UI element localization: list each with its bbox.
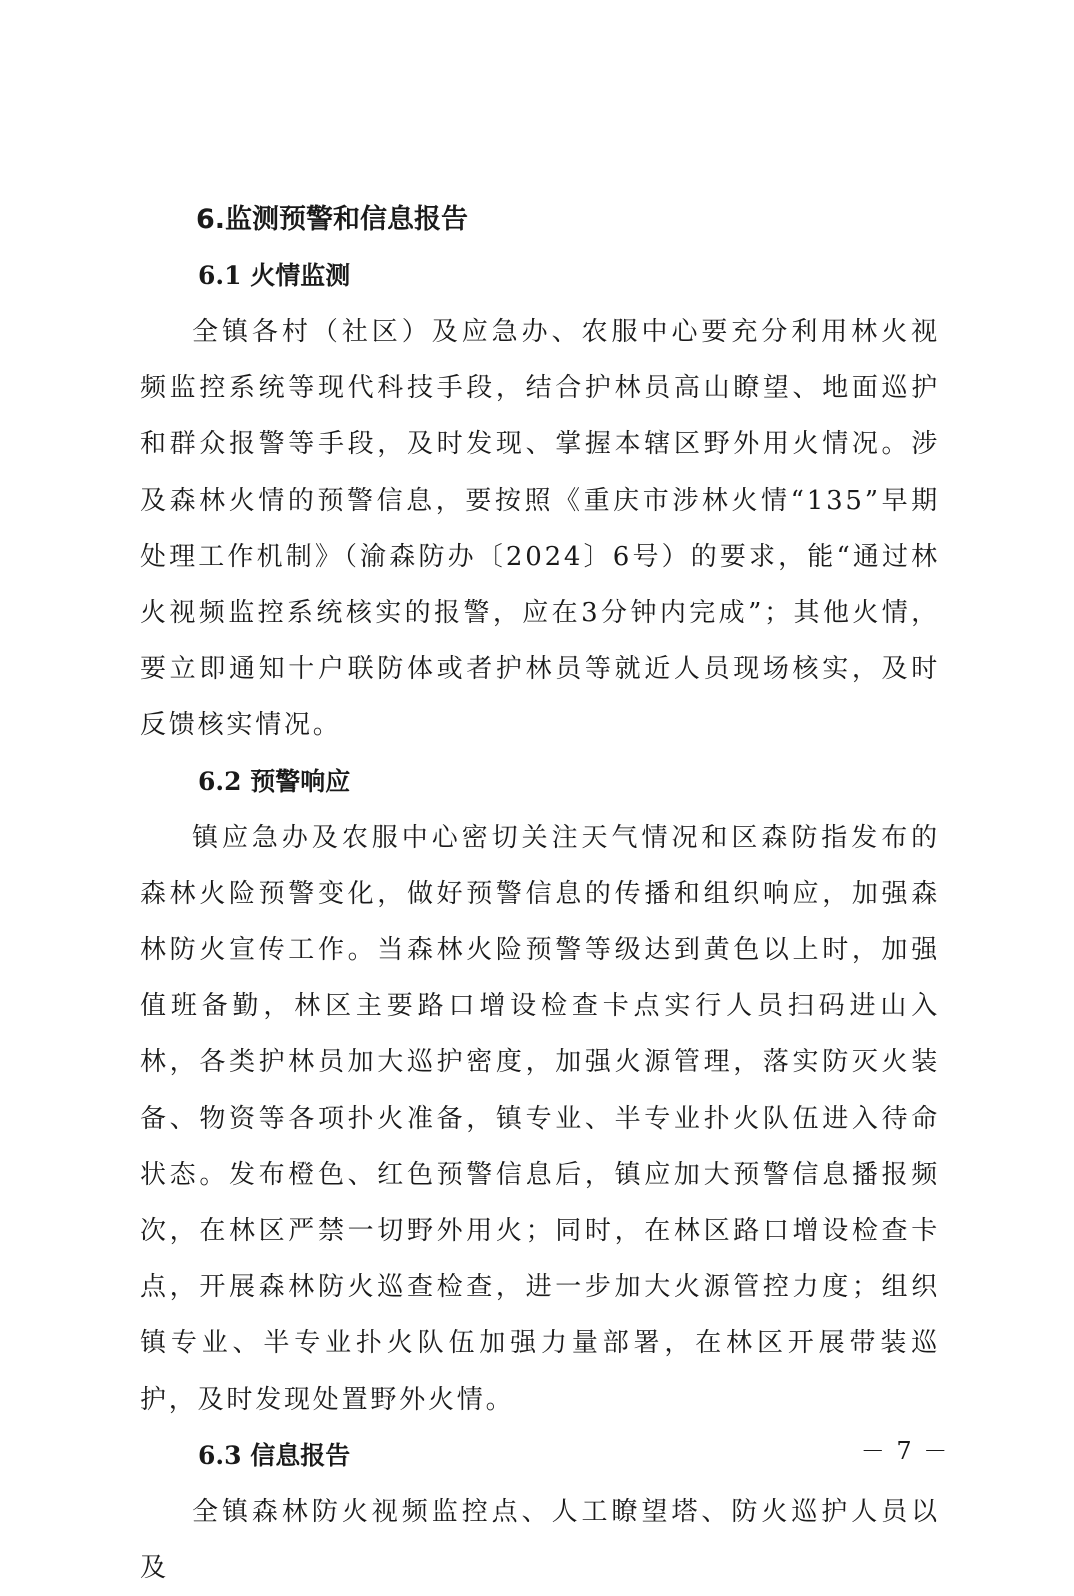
page-number: － 7 －	[860, 1437, 950, 1465]
paragraph-warning-response: 镇应急办及农服中心密切关注天气情况和区森防指发布的森林火险预警变化，做好预警信息的传播和组织响应，加强森林防火宣传工作。当森林火险预警等级达到黄色以上时，加强值班备勤，林区主要路口增设检查卡点实行人员扫码进山入林，各类护林员加大巡护密度，加强火源管理，落实防灭火装备、物资等各项扑火准备，镇专业、半专业扑火队伍进入待命状态。发布橙色、红色预警信息后，镇应加大预警信息播报频次，在林区严禁一切野外用火；同时，在林区路口增设检查卡点，开展森林防火巡查检查，进一步加大火源管控力度；组织镇专业、半专业扑火队伍加强力量部署，在林区开展带装巡护，及时发现处置野外火情。	[140, 822, 940, 1415]
subsection-heading-warning-response: 6.2 预警响应	[198, 766, 351, 796]
paragraph-fire-monitoring: 全镇各村（社区）及应急办、农服中心要充分利用林火视频监控系统等现代科技手段，结合护林员高山瞭望、地面巡护和群众报警等手段，及时发现、掌握本辖区野外用火情况。涉及森林火情的预警信息，要按照《重庆市涉林火情“135”早期处理工作机制》（渝森防办〔2024〕6号）的要求，能“通过林火视频监控系统核实的报警，应在3分钟内完成”；其他火情，要立即通知十户联防体或者护林员等就近人员现场核实，及时反馈核实情况。	[140, 317, 940, 741]
section-title: 6.监测预警和信息报告	[196, 204, 469, 235]
subsection-heading-fire-monitoring: 6.1 火情监测	[198, 261, 351, 290]
paragraph-information-report: 全镇森林防火视频监控点、人工瞭望塔、防火巡护人员以及	[140, 1496, 940, 1584]
subsection-heading-information-report: 6.3 信息报告	[198, 1440, 351, 1470]
document-body	[140, 192, 940, 1596]
